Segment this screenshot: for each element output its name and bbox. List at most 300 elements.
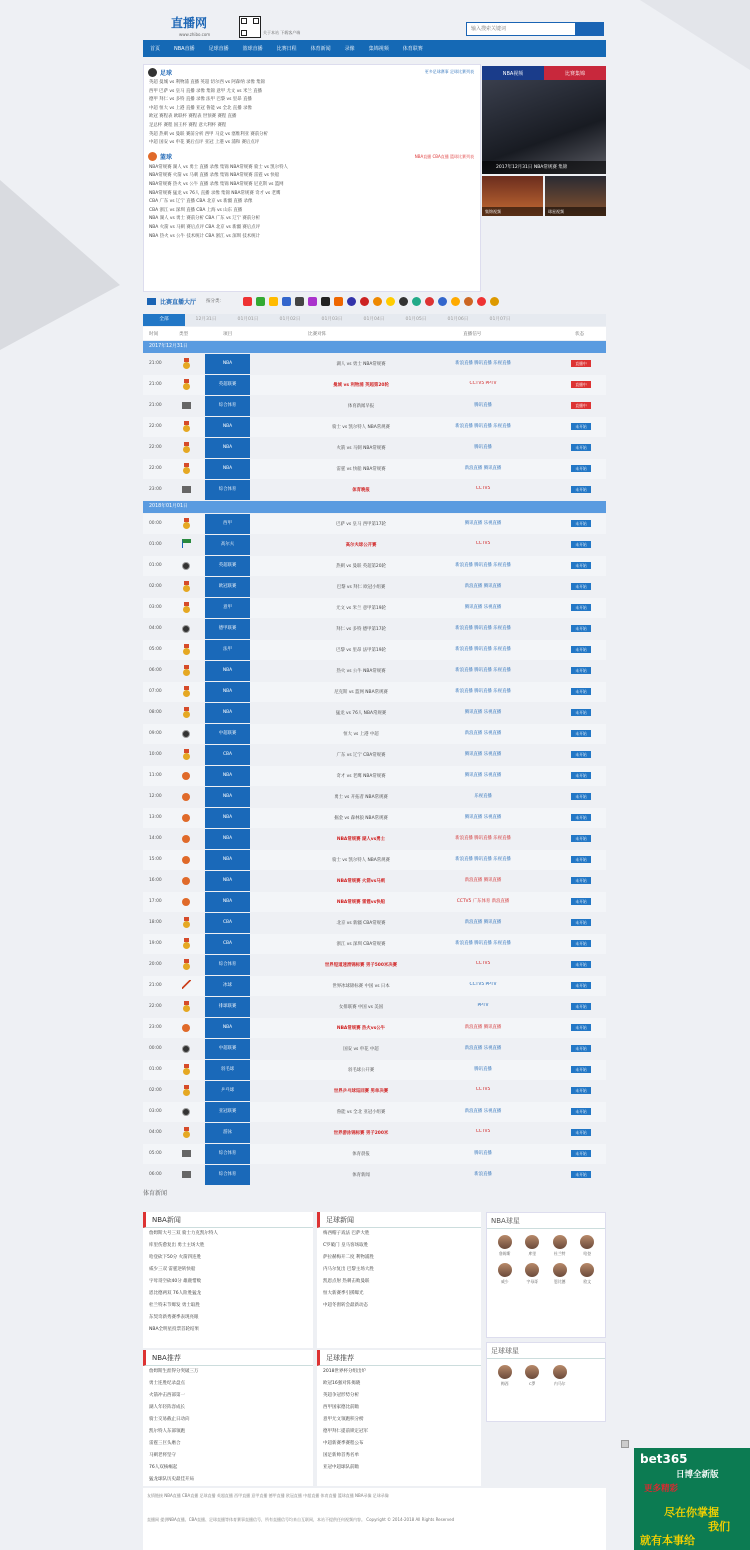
channel-links[interactable]: 腾讯直播 乐视直播 bbox=[464, 521, 502, 526]
soccer-line[interactable]: 英超 曼城 vs 利物浦 直播 英超 切尔西 vs 阿森纳 录像 集锦 bbox=[149, 80, 265, 85]
news-item[interactable]: 威少三双 雷霆逆转快船 bbox=[149, 1267, 196, 1272]
match-title[interactable]: 鲁能 vs 全北 亚冠小组赛 bbox=[336, 1110, 386, 1115]
table-row bbox=[143, 724, 606, 744]
status-badge[interactable]: 未开始 bbox=[571, 1150, 591, 1157]
match-title[interactable]: 曼城 vs 利物浦 英超第20轮 bbox=[333, 383, 389, 388]
sport-filter-icon[interactable] bbox=[308, 297, 317, 306]
sport-filter-icon[interactable] bbox=[477, 297, 486, 306]
tab-nba-video[interactable]: NBA视频 bbox=[482, 66, 544, 80]
channel-links[interactable]: CCTV5 广东体育 新浪直播 bbox=[456, 899, 510, 904]
sport-filter-icon[interactable] bbox=[425, 297, 434, 306]
match-title[interactable]: 广东 vs 辽宁 CBA常规赛 bbox=[336, 753, 386, 758]
news-item[interactable]: 湖人年轻阵容成长 bbox=[149, 1405, 185, 1410]
sport-filter-icon[interactable] bbox=[282, 297, 291, 306]
medal-icon bbox=[182, 959, 191, 970]
status-badge[interactable]: 未开始 bbox=[571, 520, 591, 527]
news-item[interactable]: 国足新帅首秀名单 bbox=[323, 1453, 359, 1458]
news-item[interactable]: 欧冠16强对阵揭晓 bbox=[323, 1381, 361, 1386]
match-title[interactable]: 体育晚报 bbox=[352, 488, 370, 493]
basketball-line[interactable]: CBA 广东 vs 辽宁 直播 CBA 北京 vs 新疆 直播 录像 bbox=[149, 199, 253, 205]
status-badge[interactable]: 未开始 bbox=[571, 541, 591, 548]
news-item[interactable]: 凯恩点射 热刺击败曼联 bbox=[323, 1279, 370, 1284]
news-item[interactable]: 76人双核崛起 bbox=[149, 1465, 178, 1470]
league-label[interactable]: NBA bbox=[205, 829, 250, 849]
medal-icon bbox=[182, 938, 191, 949]
match-title[interactable]: 体育新闻 bbox=[352, 1173, 370, 1178]
news-item[interactable]: 凯尔特人东部领跑 bbox=[149, 1429, 185, 1434]
search-input[interactable] bbox=[467, 23, 575, 35]
league-label[interactable]: 德甲联赛 bbox=[205, 619, 250, 639]
match-title[interactable]: 世界游泳锦标赛 男子200米 bbox=[333, 1131, 389, 1136]
league-label[interactable]: NBA bbox=[205, 766, 250, 786]
league-label[interactable]: 亚冠联赛 bbox=[205, 1102, 250, 1122]
channel-links[interactable]: 新浪直播 腾讯直播 乐视直播 bbox=[455, 424, 511, 429]
player-card[interactable] bbox=[491, 1263, 519, 1285]
status-badge[interactable]: 未开始 bbox=[571, 465, 591, 472]
match-title[interactable]: 世界冰球锦标赛 中国 vs 日本 bbox=[332, 984, 390, 989]
league-label[interactable]: 西甲 bbox=[205, 514, 250, 534]
flag-icon bbox=[182, 539, 191, 550]
league-label[interactable]: NBA bbox=[205, 1018, 250, 1038]
basketball-line[interactable]: CBA 浙江 vs 深圳 直播 CBA 上海 vs 山东 直播 bbox=[149, 207, 243, 213]
sport-filter-icon[interactable] bbox=[269, 297, 278, 306]
bball-icon bbox=[182, 875, 191, 886]
status-badge[interactable]: 未开始 bbox=[571, 772, 591, 779]
news-item[interactable]: 杜兰特末节爆发 勇士取胜 bbox=[149, 1303, 200, 1308]
table-row bbox=[143, 354, 606, 374]
medal-icon bbox=[182, 707, 191, 718]
league-label[interactable]: 游泳 bbox=[205, 1123, 250, 1143]
player-name: 杜兰特 bbox=[554, 1251, 566, 1256]
match-title[interactable]: 火箭 vs 马刺 NBA常规赛 bbox=[336, 446, 386, 451]
channel-links[interactable]: 新浪直播 腾讯直播 bbox=[464, 466, 502, 471]
channel-links[interactable]: 新浪直播 腾讯直播 乐视直播 bbox=[455, 647, 511, 652]
status-badge[interactable]: 未开始 bbox=[571, 486, 591, 493]
league-label[interactable]: 英超联赛 bbox=[205, 375, 250, 395]
basketball-more[interactable]: NBA直播 CBA直播 篮球比赛列表 bbox=[414, 153, 474, 159]
date-tab[interactable]: 01月04日 bbox=[363, 317, 385, 322]
channel-links[interactable]: 腾讯直播 乐视直播 bbox=[464, 605, 502, 610]
player-name: 詹姆斯 bbox=[499, 1251, 511, 1256]
status-badge[interactable]: 未开始 bbox=[571, 1108, 591, 1115]
player-card[interactable] bbox=[574, 1263, 602, 1285]
match-title[interactable]: 国安 vs 申花 中超 bbox=[343, 1047, 379, 1052]
status-badge[interactable]: 未开始 bbox=[571, 688, 591, 695]
status-badge[interactable]: 未开始 bbox=[571, 604, 591, 611]
news-item[interactable]: 勇士连胜纪录盘点 bbox=[149, 1381, 185, 1386]
channel-links[interactable]: 新浪直播 腾讯直播 乐视直播 bbox=[455, 857, 511, 862]
channel-links[interactable]: 新浪直播 乐视直播 bbox=[464, 1109, 502, 1114]
news-item[interactable]: 猛龙球队历史最佳开局 bbox=[149, 1477, 194, 1482]
league-label[interactable]: 法甲 bbox=[205, 640, 250, 660]
status-badge[interactable]: 未开始 bbox=[571, 583, 591, 590]
status-badge[interactable]: 未开始 bbox=[571, 730, 591, 737]
thumb-video-1[interactable] bbox=[482, 176, 543, 216]
news-item[interactable]: 萨拉赫梅开二度 利物浦胜 bbox=[323, 1255, 374, 1260]
basketball-match-list bbox=[144, 164, 480, 241]
channel-links[interactable]: 腾讯直播 乐视直播 bbox=[464, 773, 502, 778]
channel-links[interactable]: 新浪直播 乐视直播 bbox=[464, 1046, 502, 1051]
news-item[interactable]: 意甲尤文领跑积分榜 bbox=[323, 1417, 364, 1422]
status-badge[interactable]: 未开始 bbox=[571, 1003, 591, 1010]
news-item[interactable]: 中超冬窗转会最新动态 bbox=[323, 1303, 368, 1308]
channel-links[interactable]: 腾讯直播 bbox=[474, 445, 492, 450]
league-label[interactable]: NBA bbox=[205, 892, 250, 912]
status-badge[interactable]: 未开始 bbox=[571, 814, 591, 821]
league-label[interactable]: 综合体育 bbox=[205, 1165, 250, 1185]
basketball-line[interactable]: NBA 湖人 vs 勇士 赛前分析 CBA 广东 vs 辽宁 赛前分析 bbox=[149, 216, 260, 222]
table-row bbox=[143, 577, 606, 597]
match-title[interactable]: 巴萨 vs 皇马 西甲第17轮 bbox=[336, 522, 386, 527]
league-label[interactable]: NBA bbox=[205, 417, 250, 437]
player-card[interactable] bbox=[546, 1235, 574, 1257]
soccer-line[interactable]: 德甲 拜仁 vs 多特 直播 录像 法甲 巴黎 vs 里昂 直播 bbox=[149, 97, 252, 103]
news-item[interactable]: 梅西帽子戏法 巴萨大胜 bbox=[323, 1231, 370, 1236]
channel-links[interactable]: 新浪直播 腾讯直播 bbox=[464, 1025, 502, 1030]
nav-item[interactable]: 集锦视频 bbox=[368, 46, 389, 52]
status-badge[interactable]: 未开始 bbox=[571, 856, 591, 863]
basketball-line[interactable]: NBA常规赛 热火 vs 公牛 直播 录像 集锦 NBA常规赛 尼克斯 vs 篮网 bbox=[149, 181, 284, 187]
channel-links[interactable]: CCTV5 bbox=[475, 1087, 491, 1092]
channel-links[interactable]: PPTV bbox=[477, 1003, 489, 1008]
nav-item[interactable]: NBA直播 bbox=[174, 46, 195, 52]
news-item[interactable]: 詹姆斯大号三双 骑士力克凯尔特人 bbox=[149, 1231, 218, 1236]
league-label[interactable]: 中超联赛 bbox=[205, 724, 250, 744]
channel-links[interactable]: 新浪直播 腾讯直播 乐视直播 bbox=[455, 361, 511, 366]
league-label[interactable]: NBA bbox=[205, 682, 250, 702]
bball-icon bbox=[182, 1022, 191, 1033]
match-title[interactable]: NBA常规赛 火箭vs马刺 bbox=[336, 879, 386, 884]
match-title[interactable]: 雷霆 vs 快船 NBA常规赛 bbox=[336, 467, 386, 472]
status-badge[interactable]: 未开始 bbox=[571, 625, 591, 632]
date-tab[interactable]: 01月05日 bbox=[405, 317, 427, 322]
match-title[interactable]: 北京 vs 新疆 CBA常规赛 bbox=[336, 921, 386, 926]
status-badge[interactable]: 未开始 bbox=[571, 961, 591, 968]
basketball-line[interactable]: NBA 热火 vs 公牛 技术统计 CBA 浙江 vs 深圳 技术统计 bbox=[149, 233, 260, 239]
player-avatar bbox=[580, 1263, 594, 1277]
news-item[interactable]: 亚冠中超球队前瞻 bbox=[323, 1465, 359, 1470]
sport-filter-icon[interactable] bbox=[243, 297, 252, 306]
ad-close-icon[interactable] bbox=[621, 1440, 629, 1448]
status-badge[interactable]: 未开始 bbox=[571, 444, 591, 451]
date-tab[interactable]: 01月06日 bbox=[447, 317, 469, 322]
status-badge[interactable]: 未开始 bbox=[571, 562, 591, 569]
soccer-line[interactable]: 英超 热刺 vs 曼联 赛前分析 西甲 马竞 vs 塞维利亚 赛前分析 bbox=[149, 131, 268, 137]
sport-filter-icon[interactable] bbox=[256, 297, 265, 306]
player-card[interactable] bbox=[519, 1365, 547, 1387]
status-badge[interactable]: 未开始 bbox=[571, 751, 591, 758]
league-label[interactable]: NBA bbox=[205, 459, 250, 479]
news-item[interactable]: 字母哥空砍40分 雄鹿惜败 bbox=[149, 1279, 202, 1284]
sport-filter-icon[interactable] bbox=[321, 297, 330, 306]
channel-links[interactable]: 腾讯直播 乐视直播 bbox=[464, 752, 502, 757]
status-badge[interactable]: 未开始 bbox=[571, 1171, 591, 1178]
match-title[interactable]: NBA常规赛 雷霆vs快船 bbox=[336, 900, 386, 905]
soccer-match-list bbox=[144, 79, 480, 148]
status-badge[interactable]: 未开始 bbox=[571, 1129, 591, 1136]
channel-links[interactable]: 新浪直播 乐视直播 bbox=[464, 731, 502, 736]
news-item[interactable]: 中超新赛季赛程公布 bbox=[323, 1441, 364, 1446]
league-label[interactable]: NBA bbox=[205, 703, 250, 723]
date-tab[interactable]: 01月01日 bbox=[237, 317, 259, 322]
channel-links[interactable]: 新浪直播 腾讯直播 乐视直播 bbox=[455, 563, 511, 568]
channel-links[interactable]: 腾讯直播 bbox=[474, 403, 492, 408]
channel-links[interactable]: 新浪直播 腾讯直播 乐视直播 bbox=[455, 626, 511, 631]
sport-filter-icon[interactable] bbox=[399, 297, 408, 306]
news-item[interactable]: 恩比德两双 76人险胜猛龙 bbox=[149, 1291, 202, 1296]
date-tab[interactable]: 01月07日 bbox=[489, 317, 511, 322]
match-title[interactable]: 女排联赛 中国 vs 美国 bbox=[338, 1005, 384, 1010]
league-label[interactable]: NBA bbox=[205, 787, 250, 807]
league-label[interactable]: 意甲 bbox=[205, 598, 250, 618]
channel-links[interactable]: 新浪直播 腾讯直播 乐视直播 bbox=[455, 668, 511, 673]
league-label[interactable]: 综合体育 bbox=[205, 955, 250, 975]
news-item[interactable]: 雷霆三巨头磨合 bbox=[149, 1441, 181, 1446]
channel-links[interactable]: 新浪直播 腾讯直播 bbox=[464, 878, 502, 883]
match-title[interactable]: 湖人 vs 勇士 NBA常规赛 bbox=[336, 362, 386, 367]
news-item[interactable]: 火箭冲击西部第一 bbox=[149, 1393, 185, 1398]
sport-filter-icon[interactable] bbox=[347, 297, 356, 306]
match-title[interactable]: 高尔夫球公开赛 bbox=[345, 543, 377, 548]
fball-icon bbox=[182, 1045, 190, 1053]
league-label[interactable]: 高尔夫 bbox=[205, 535, 250, 555]
nav-item[interactable]: 录像 bbox=[344, 46, 355, 52]
league-label[interactable]: 羽毛球 bbox=[205, 1060, 250, 1080]
match-title[interactable]: 骑士 vs 凯尔特人 NBA常规赛 bbox=[332, 858, 390, 863]
nav-item[interactable]: 比赛日程 bbox=[276, 46, 297, 52]
league-label[interactable]: NBA bbox=[205, 850, 250, 870]
soccer-line[interactable]: 欧冠 赛程表 欧联杯 赛程表 世预赛 赛程 直播 bbox=[149, 114, 237, 120]
player-card[interactable] bbox=[546, 1263, 574, 1285]
match-time: 19:00 bbox=[149, 941, 162, 946]
status-badge[interactable]: 未开始 bbox=[571, 940, 591, 947]
site-logo[interactable] bbox=[143, 10, 263, 40]
sport-filter-icon[interactable] bbox=[464, 297, 473, 306]
match-title[interactable]: 浙江 vs 深圳 CBA常规赛 bbox=[336, 942, 386, 947]
match-title[interactable]: 尤文 vs 米兰 意甲第19轮 bbox=[336, 606, 386, 611]
match-title[interactable]: 骑士 vs 凯尔特人 NBA常规赛 bbox=[332, 425, 390, 430]
league-label[interactable]: 冰球 bbox=[205, 976, 250, 996]
table-row bbox=[143, 871, 606, 891]
status-badge[interactable]: 未开始 bbox=[571, 835, 591, 842]
news-item[interactable]: C罗破门 皇马客场取胜 bbox=[323, 1243, 369, 1248]
news-item[interactable]: 英超争冠形势分析 bbox=[323, 1393, 359, 1398]
basketball-line[interactable]: NBA常规赛 湖人 vs 勇士 直播 录像 集锦 NBA常规赛 骑士 vs 凯尔特人 bbox=[149, 164, 288, 170]
soccer-more[interactable]: 更多足球赛事 足球比赛列表 bbox=[424, 69, 474, 74]
nav-item[interactable]: 首页 bbox=[150, 46, 161, 52]
league-label[interactable]: NBA bbox=[205, 354, 250, 374]
medal-icon bbox=[182, 1001, 191, 1012]
channel-links[interactable]: 新浪直播 腾讯直播 乐视直播 bbox=[455, 836, 511, 841]
channel-links[interactable]: CCTV5 bbox=[475, 1129, 491, 1134]
channel-links[interactable]: 新浪直播 腾讯直播 bbox=[464, 920, 502, 925]
channel-links[interactable]: CCTV5 bbox=[475, 961, 491, 966]
basketball-line[interactable]: NBA常规赛 猛龙 vs 76人 直播 录像 集锦 NBA常规赛 奇才 vs 老鹰 bbox=[149, 190, 281, 196]
news-item[interactable]: 马刺老将坚守 bbox=[149, 1453, 176, 1458]
match-time: 17:00 bbox=[149, 899, 162, 904]
match-title[interactable]: 体育新闻早报 bbox=[347, 404, 375, 409]
league-label[interactable]: CBA bbox=[205, 934, 250, 954]
match-title[interactable]: 巴黎 vs 里昂 法甲第19轮 bbox=[336, 648, 386, 653]
date-tab[interactable]: 12月31日 bbox=[195, 317, 217, 322]
match-title[interactable]: 拜仁 vs 多特 德甲第17轮 bbox=[336, 627, 386, 632]
league-label[interactable]: 英超联赛 bbox=[205, 556, 250, 576]
match-time: 06:00 bbox=[149, 1172, 162, 1177]
sport-filter-icon[interactable] bbox=[373, 297, 382, 306]
channel-links[interactable]: 腾讯直播 乐视直播 bbox=[464, 815, 502, 820]
league-label[interactable]: NBA bbox=[205, 808, 250, 828]
status-badge[interactable]: 未开始 bbox=[571, 423, 591, 430]
channel-links[interactable]: 腾讯直播 乐视直播 bbox=[464, 710, 502, 715]
league-label[interactable]: CBA bbox=[205, 745, 250, 765]
status-badge[interactable]: 未开始 bbox=[571, 877, 591, 884]
nav-item[interactable]: 篮球直播 bbox=[242, 46, 263, 52]
footer-links[interactable]: 友情链接 NBA直播 CBA直播 足球直播 英超直播 西甲直播 意甲直播 德甲直播 欧冠直播 中超直播 体育直播 篮球直播 NBA录像 足球录像 bbox=[147, 1493, 389, 1498]
match-title[interactable]: 掘金 vs 森林狼 NBA常规赛 bbox=[334, 816, 388, 821]
sport-filter-icon[interactable] bbox=[490, 297, 499, 306]
channel-links[interactable]: 新浪直播 腾讯直播 乐视直播 bbox=[455, 941, 511, 946]
channel-links[interactable]: CCTV5 bbox=[475, 541, 491, 546]
medal-icon bbox=[182, 1001, 191, 1012]
search-button[interactable] bbox=[575, 23, 603, 35]
player-card[interactable] bbox=[491, 1235, 519, 1257]
status-badge[interactable]: 未开始 bbox=[571, 1066, 591, 1073]
top-note[interactable]: 关于本站 下载客户端 bbox=[263, 30, 301, 35]
channel-links[interactable]: CCTV5 PPTV bbox=[469, 982, 497, 987]
match-title[interactable]: 体育晨报 bbox=[352, 1152, 370, 1157]
basketball-line[interactable]: NBA 火箭 vs 马刺 赛后点评 CBA 北京 vs 新疆 赛后点评 bbox=[149, 224, 260, 230]
player-card[interactable] bbox=[574, 1235, 602, 1257]
match-title[interactable]: 世界乒乓球巡回赛 男单决赛 bbox=[333, 1089, 389, 1094]
player-card[interactable] bbox=[519, 1263, 547, 1285]
player-card[interactable] bbox=[546, 1365, 574, 1387]
match-title[interactable]: 奇才 vs 老鹰 NBA常规赛 bbox=[336, 774, 386, 779]
status-badge[interactable]: 未开始 bbox=[571, 793, 591, 800]
status-badge[interactable]: 未开始 bbox=[571, 1045, 591, 1052]
status-badge[interactable]: 未开始 bbox=[571, 1087, 591, 1094]
channel-links[interactable]: CCTV5 bbox=[475, 486, 491, 491]
feature-image[interactable] bbox=[482, 80, 606, 174]
column-header: 状态 bbox=[575, 332, 585, 337]
news-item[interactable]: 库里伤愈复出 勇士主场大胜 bbox=[149, 1243, 205, 1248]
thumb-video-2[interactable] bbox=[545, 176, 606, 216]
medal-icon bbox=[182, 917, 191, 928]
league-label[interactable]: 欧冠联赛 bbox=[205, 577, 250, 597]
soccer-line[interactable]: 中超 恒大 vs 上港 直播 亚冠 鲁能 vs 全北 直播 录像 bbox=[149, 105, 252, 111]
status-badge[interactable]: 直播中 bbox=[571, 381, 591, 388]
status-badge[interactable]: 未开始 bbox=[571, 1024, 591, 1031]
fball-icon bbox=[182, 1106, 191, 1117]
match-title[interactable]: 羽毛球公开赛 bbox=[347, 1068, 375, 1073]
status-badge[interactable]: 未开始 bbox=[571, 709, 591, 716]
status-badge[interactable]: 直播中 bbox=[571, 402, 591, 409]
status-badge[interactable]: 未开始 bbox=[571, 919, 591, 926]
league-label[interactable]: NBA bbox=[205, 871, 250, 891]
match-title[interactable]: 热火 vs 公牛 NBA常规赛 bbox=[336, 669, 386, 674]
nav-item[interactable]: 体育新闻 bbox=[310, 46, 331, 52]
bball-icon bbox=[182, 1024, 190, 1032]
match-title[interactable]: 热刺 vs 曼联 英超第20轮 bbox=[336, 564, 386, 569]
match-title[interactable]: 巴黎 vs 拜仁 欧冠小组赛 bbox=[336, 585, 386, 590]
soccer-line[interactable]: 西甲 巴萨 vs 皇马 直播 录像 集锦 意甲 尤文 vs 米兰 直播 bbox=[149, 88, 262, 94]
channel-links[interactable]: 新浪直播 腾讯直播 乐视直播 bbox=[455, 689, 511, 694]
league-label[interactable]: NBA bbox=[205, 661, 250, 681]
sport-filter-icon[interactable] bbox=[412, 297, 421, 306]
news-item[interactable]: 骑士交易截止日动向 bbox=[149, 1417, 190, 1422]
match-title[interactable]: 世界短道速滑锦标赛 男子500米决赛 bbox=[324, 963, 398, 968]
match-title[interactable]: 恒大 vs 上港 中超 bbox=[343, 732, 379, 737]
news-item[interactable]: 哈登砍下50分 火箭四连胜 bbox=[149, 1255, 202, 1260]
news-item[interactable]: 内马尔复出 巴黎主场大胜 bbox=[323, 1267, 374, 1272]
status-badge[interactable]: 直播中 bbox=[571, 360, 591, 367]
nav-item[interactable]: 足球直播 bbox=[208, 46, 229, 52]
soccer-line[interactable]: 中超 国安 vs 申花 赛后点评 亚冠 上港 vs 浦和 赛后点评 bbox=[149, 140, 260, 146]
soccer-line[interactable]: 足总杯 赛程 国王杯 赛程 意大利杯 赛程 bbox=[149, 122, 227, 128]
news-item[interactable]: 西甲国家德比前瞻 bbox=[323, 1405, 359, 1410]
league-label[interactable]: NBA bbox=[205, 438, 250, 458]
nav-item[interactable]: 体育联赛 bbox=[402, 46, 423, 52]
status-badge[interactable]: 未开始 bbox=[571, 646, 591, 653]
tab-highlights[interactable]: 比赛集锦 bbox=[544, 66, 606, 80]
sport-filter-icon[interactable] bbox=[360, 297, 369, 306]
channel-links[interactable]: 腾讯直播 bbox=[474, 1067, 492, 1072]
channel-links[interactable]: 新浪直播 腾讯直播 bbox=[464, 584, 502, 589]
sport-filter-icon[interactable] bbox=[295, 297, 304, 306]
date-tab[interactable]: 01月02日 bbox=[279, 317, 301, 322]
status-badge[interactable]: 未开始 bbox=[571, 667, 591, 674]
sport-filter-icon[interactable] bbox=[334, 297, 343, 306]
league-label[interactable]: 排球联赛 bbox=[205, 997, 250, 1017]
match-time: 00:00 bbox=[149, 1046, 162, 1051]
side-advertisement[interactable] bbox=[634, 1448, 750, 1550]
channel-links[interactable]: 腾讯直播 bbox=[474, 1151, 492, 1156]
player-card[interactable] bbox=[519, 1235, 547, 1257]
match-title[interactable]: 猛龙 vs 76人 NBA常规赛 bbox=[335, 711, 387, 716]
league-label[interactable]: 综合体育 bbox=[205, 1144, 250, 1164]
league-label[interactable]: 中超联赛 bbox=[205, 1039, 250, 1059]
sport-filter-icon[interactable] bbox=[386, 297, 395, 306]
status-badge[interactable]: 未开始 bbox=[571, 898, 591, 905]
league-label[interactable]: 综合体育 bbox=[205, 480, 250, 500]
channel-links[interactable]: 新浪直播 bbox=[474, 1172, 492, 1177]
sport-filter-icon[interactable] bbox=[438, 297, 447, 306]
date-tab[interactable]: 01月03日 bbox=[321, 317, 343, 322]
date-tab[interactable]: 全部 bbox=[143, 314, 185, 326]
news-item[interactable]: 德甲拜仁提前锁定冠军 bbox=[323, 1429, 368, 1434]
status-badge[interactable]: 未开始 bbox=[571, 982, 591, 989]
league-label[interactable]: 综合体育 bbox=[205, 396, 250, 416]
news-item[interactable]: 2018世界杯分组出炉 bbox=[323, 1369, 366, 1374]
channel-links[interactable]: CCTV5 PPTV bbox=[469, 381, 497, 386]
player-card[interactable] bbox=[491, 1365, 519, 1387]
channel-links[interactable]: 乐视直播 bbox=[474, 794, 492, 799]
news-item[interactable]: 詹姆斯生涯得分突破三万 bbox=[149, 1369, 199, 1374]
medal-icon bbox=[182, 421, 191, 432]
match-title[interactable]: NBA常规赛 热火vs公牛 bbox=[336, 1026, 386, 1031]
league-label[interactable]: 乒乓球 bbox=[205, 1081, 250, 1101]
sport-filter-icon[interactable] bbox=[451, 297, 460, 306]
news-item[interactable]: 恒大新赛季引援曝光 bbox=[323, 1291, 364, 1296]
match-title[interactable]: 勇士 vs 开拓者 NBA常规赛 bbox=[334, 795, 388, 800]
basketball-line[interactable]: NBA常规赛 火箭 vs 马刺 直播 录像 集锦 NBA常规赛 雷霆 vs 快船 bbox=[149, 173, 280, 179]
news-item[interactable]: NBA全明星投票首轮结果 bbox=[149, 1327, 200, 1332]
player-avatar bbox=[553, 1263, 567, 1277]
match-title[interactable]: NBA常规赛 湖人vs勇士 bbox=[336, 837, 386, 842]
match-title[interactable]: 尼克斯 vs 篮网 NBA常规赛 bbox=[334, 690, 388, 695]
league-label[interactable]: CBA bbox=[205, 913, 250, 933]
news-item[interactable]: 东契奇新秀赛季表现亮眼 bbox=[149, 1315, 199, 1320]
medal-icon bbox=[182, 644, 191, 655]
